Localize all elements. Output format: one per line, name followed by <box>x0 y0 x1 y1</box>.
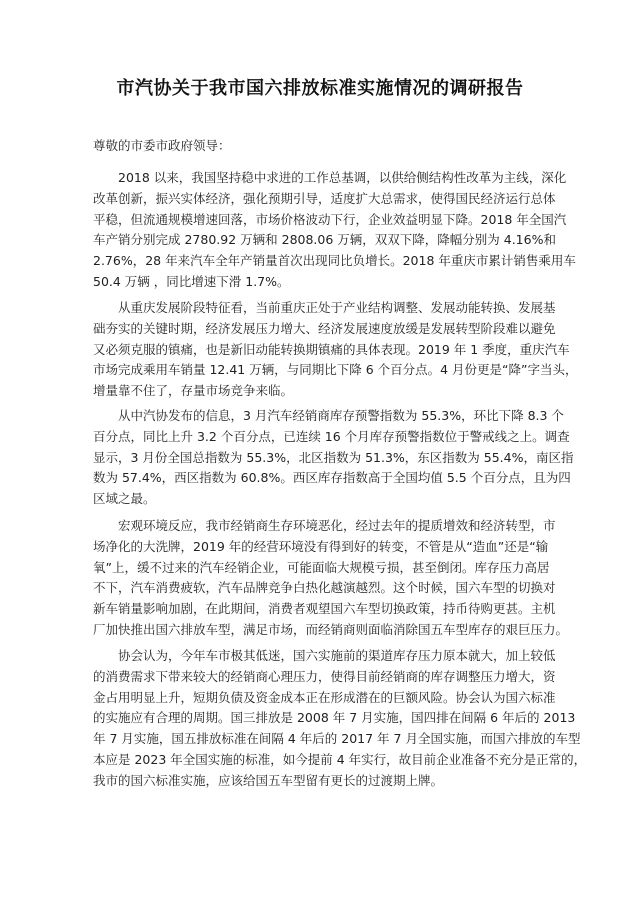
document-title: 市汽协关于我市国六排放标准实施情况的调研报告 <box>116 78 524 99</box>
paragraph-line: 平稳，但流通规模增速回落，市场价格波动下行，企业效益明显下降。2018 年全国汽 <box>93 211 567 227</box>
paragraph-line: 场净化的大洗牌，2019 年的经营环境没有得到好的转变，不管是从“造血”还是“输 <box>93 538 549 554</box>
paragraph-line: 新车销量影响加剧，在此期间，消费者观望国六车型切换政策，持币待购更甚。主机 <box>93 601 556 617</box>
paragraph-line: 2018 以来，我国坚持稳中求进的工作总基调，以供给侧结构性改革为主线，深化 <box>118 170 567 185</box>
paragraph-line: 厂加快推出国六排放车型，满足市场，而经销商则面临消除国五车型库存的艰巨压力。 <box>93 621 569 637</box>
paragraph-line: 又必须克服的镇痛，也是新旧动能转换期镇痛的具体表现。2019 年 1 季度，重庆汽车 <box>93 341 570 357</box>
paragraph-line: 宏观环境反应，我市经销商生存环境恶化，经过去年的提质增效和经济转型，市 <box>118 518 556 533</box>
paragraph-line: 区域之最。 <box>93 491 156 507</box>
paragraph-line: 市场完成乘用车销量 12.41 万辆，与同期比下降 6 个百分点。4 月份更是“降”字当头， <box>93 362 578 378</box>
salutation: 尊敬的市委市政府领导： <box>93 138 231 153</box>
paragraph-line: 年 7 月实施，国五排放标准在间隔 4 年后的 2017 年 7 月全国实施，而国六排放的车型 <box>93 731 581 747</box>
paragraph-line: 改革创新，振兴实体经济，强化预期引导，适度扩大总需求，使得国民经济运行总体 <box>93 190 556 206</box>
paragraph-line: 数为 57.4%，西区指数为 60.8%。西区库存指数高于全国均值 5.5 个百分点，且为四 <box>93 470 571 486</box>
paragraph-line: 从重庆发展阶段特征看，当前重庆正处于产业结构调整、发展动能转换、发展基 <box>118 300 556 315</box>
paragraph-2 <box>93 298 578 402</box>
paragraph-3 <box>93 406 574 510</box>
paragraph-line: 50.4 万辆 ，同比增速下滑 1.7%。 <box>93 273 290 289</box>
paragraph-line: 不下，汽车消费疲软，汽车品牌竞争白热化越演越烈。这个时候，国六车型的切换对 <box>93 580 556 596</box>
paragraph-line: 百分点，同比上升 3.2 个百分点，已连续 16 个月库存预警指数位于警戒线之上。调查 <box>93 428 570 444</box>
paragraph-line: 车产销分别完成 2780.92 万辆和 2808.06 万辆，双双下降，降幅分别为 4.16%和 <box>93 232 556 248</box>
paragraph-line: 础夯实的关键时期，经济发展压力增大、经济发展速度放缓是发展转型阶段难以避免 <box>93 320 556 336</box>
paragraph-line: 氧”上，缓不过来的汽车经销企业，可能面临大规模亏损，甚至倒闭。库存压力高居 <box>93 559 550 575</box>
paragraph-line: 协会认为，今年车市极其低迷，国六实施前的渠道库存压力原本就大，加上较低 <box>118 648 556 663</box>
paragraph-line: 增量靠不住了，存量市场竞争来临。 <box>93 383 294 399</box>
paragraph-line: 本应是 2023 年全国实施的标准，如今提前 4 年实行，故目前企业准备不充分是正常的， <box>93 751 587 767</box>
paragraph-line: 金占用明显上升，短期负债及资金成本正在形成潜在的巨额风险。协会认为国六标准 <box>93 689 556 705</box>
paragraph-4 <box>93 516 569 641</box>
paragraph-1 <box>93 168 576 293</box>
paragraph-line: 的实施应有合理的周期。国三排放是 2008 年 7 月实施，国四排在间隔 6 年后的 2013 <box>93 710 576 726</box>
paragraph-line: 显示，3 月份全国总指数为 55.3%，北区指数为 51.3%，东区指数为 55.4%，南区指 <box>93 449 574 465</box>
paragraph-line: 2.76%，28 年来汽车全年产销量首次出现同比负增长。2018 年重庆市累计销售乘用车 <box>93 253 576 269</box>
paragraph-line: 我市的国六标准实施，应该给国五车型留有更长的过渡期上牌。 <box>93 772 444 788</box>
paragraph-line: 的消费需求下带来较大的经销商心理压力，使得目前经销商的库存调整压力增大，资 <box>93 668 556 684</box>
paragraph-5 <box>93 646 587 792</box>
paragraph-line: 从中汽协发布的信息，3 月汽车经销商库存预警指数为 55.3%，环比下降 8.3 个 <box>118 408 564 423</box>
